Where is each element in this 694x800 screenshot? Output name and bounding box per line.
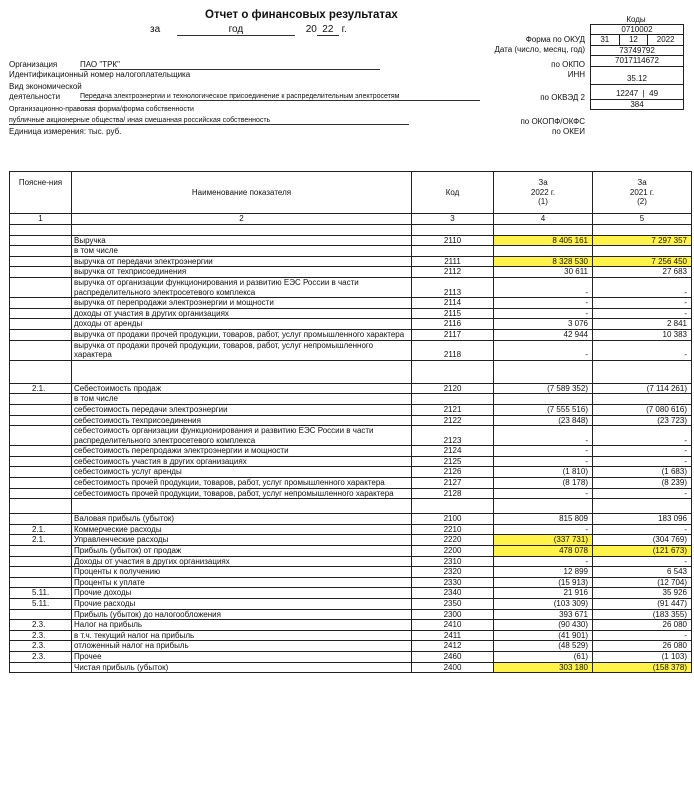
row-note: [10, 319, 72, 330]
table-row: [10, 620, 692, 631]
row-name: выручка от техприсоединения: [72, 267, 412, 278]
row-value-2022: (61): [494, 651, 593, 662]
row-name: отложенный налог на прибыль: [72, 641, 412, 652]
row-value-2021: 7 256 450: [593, 256, 692, 267]
row-value-2022: (15 913): [494, 577, 593, 588]
period-year: 22: [317, 24, 339, 36]
col-number: 2: [72, 214, 412, 225]
table-row: [10, 556, 692, 567]
legal-form-value: публичные акционерные общества/ иная смешанная российская собственность: [9, 117, 409, 125]
row-note: [10, 267, 72, 278]
row-value-2022: (90 430): [494, 620, 593, 631]
row-value-2021: -: [593, 308, 692, 319]
row-value-2022: 12 899: [494, 567, 593, 578]
row-value-2022: (48 529): [494, 641, 593, 652]
row-name: себестоимость прочей продукции, товаров, работ, услуг промышленного характера: [72, 478, 412, 489]
row-value-2022: (8 178): [494, 478, 593, 489]
row-value-2022: 42 944: [494, 329, 593, 340]
row-value-2022: (103 309): [494, 599, 593, 610]
row-code: 2113: [412, 277, 494, 297]
row-value-2022: 8 405 161: [494, 235, 593, 246]
row-name: себестоимость организации функционирования и развитию ЕЭС России в части распределительного электросетевого комплекса: [72, 426, 412, 446]
row-name: Коммерческие расходы: [72, 524, 412, 535]
row-note: [10, 415, 72, 426]
table-row: [10, 277, 692, 297]
row-name: Себестоимость продаж: [72, 383, 412, 394]
row-value-2022: -: [494, 340, 593, 360]
row-name: себестоимость перепродажи электроэнергии и мощности: [72, 446, 412, 457]
row-code: 2340: [412, 588, 494, 599]
date-value: 31 12 2022: [591, 35, 683, 45]
row-note: [10, 340, 72, 360]
table-row: [10, 514, 692, 525]
row-note: 5.11.: [10, 588, 72, 599]
row-value-2021: (1 103): [593, 651, 692, 662]
row-code: 2100: [412, 514, 494, 525]
row-code: 2116: [412, 319, 494, 330]
table-row: [10, 308, 692, 319]
row-value-2022: [494, 394, 593, 405]
row-name: доходы от аренды: [72, 319, 412, 330]
row-code: 2310: [412, 556, 494, 567]
row-value-2022: -: [494, 524, 593, 535]
row-note: [10, 556, 72, 567]
row-code: 2124: [412, 446, 494, 457]
codes-box: [590, 24, 684, 110]
row-code: 2411: [412, 630, 494, 641]
row-code: 2210: [412, 524, 494, 535]
spacer-row: [10, 499, 692, 514]
header-2022: За 2022 г. (1): [494, 172, 593, 214]
row-code: 2123: [412, 426, 494, 446]
okei-value: 384: [630, 99, 644, 109]
row-code: 2115: [412, 308, 494, 319]
row-name: выручка от продажи прочей продукции, товаров, работ, услуг промышленного характера: [72, 329, 412, 340]
row-code: [412, 394, 494, 405]
row-name: Чистая прибыль (убыток): [72, 662, 412, 673]
row-value-2021: -: [593, 488, 692, 499]
spacer-row: [10, 224, 692, 235]
row-name: Прочие расходы: [72, 599, 412, 610]
table-row: [10, 630, 692, 641]
row-name: в том числе: [72, 394, 412, 405]
okpo-label: по ОКПО: [551, 60, 585, 69]
row-code: 2125: [412, 456, 494, 467]
table-row: [10, 235, 692, 246]
table-row: [10, 577, 692, 588]
table-row: [10, 651, 692, 662]
row-name: Прибыль (убыток) от продаж: [72, 546, 412, 557]
row-note: [10, 478, 72, 489]
row-name: себестоимость прочей продукции, товаров, работ, услуг непромышленного характера: [72, 488, 412, 499]
row-value-2022: 30 611: [494, 267, 593, 278]
row-name: себестоимость участия в других организациях: [72, 456, 412, 467]
header-name: Наименование показателя: [72, 172, 412, 214]
row-value-2021: (121 673): [593, 546, 692, 557]
table-row: [10, 383, 692, 394]
okud-label: Форма по ОКУД: [525, 35, 585, 44]
row-note: [10, 277, 72, 297]
row-value-2022: -: [494, 556, 593, 567]
header-2021: За 2021 г. (2): [593, 172, 692, 214]
row-code: 2120: [412, 383, 494, 394]
row-name: себестоимость техприсоединения: [72, 415, 412, 426]
table-row: [10, 588, 692, 599]
row-name: Налог на прибыль: [72, 620, 412, 631]
row-name: Управленческие расходы: [72, 535, 412, 546]
row-value-2022: (7 589 352): [494, 383, 593, 394]
row-value-2021: -: [593, 630, 692, 641]
row-note: [10, 488, 72, 499]
row-name: себестоимость передачи электроэнергии: [72, 404, 412, 415]
row-note: [10, 577, 72, 588]
header-code: Код: [412, 172, 494, 214]
row-note: 2.1.: [10, 524, 72, 535]
col-number: 4: [494, 214, 593, 225]
row-note: [10, 467, 72, 478]
row-value-2021: -: [593, 524, 692, 535]
table-row: [10, 340, 692, 360]
table-row: [10, 394, 692, 405]
row-value-2021: 27 683: [593, 267, 692, 278]
row-code: 2127: [412, 478, 494, 489]
row-note: [10, 609, 72, 620]
row-value-2022: -: [494, 298, 593, 309]
row-value-2021: 183 096: [593, 514, 692, 525]
row-code: 2350: [412, 599, 494, 610]
row-name: выручка от перепродажи электроэнергии и мощности: [72, 298, 412, 309]
row-note: [10, 514, 72, 525]
okved-value: 35.12: [591, 67, 683, 85]
financial-results-table: [9, 171, 692, 673]
row-note: [10, 246, 72, 257]
row-value-2022: 3 076: [494, 319, 593, 330]
row-note: [10, 446, 72, 457]
unit-label: Единица измерения: тыс. руб.: [9, 127, 122, 136]
row-name: Проценты к уплате: [72, 577, 412, 588]
row-note: [10, 308, 72, 319]
row-note: 2.3.: [10, 620, 72, 631]
row-value-2021: (158 378): [593, 662, 692, 673]
row-name: Прочие доходы: [72, 588, 412, 599]
row-name: себестоимость услуг аренды: [72, 467, 412, 478]
row-value-2021: 35 926: [593, 588, 692, 599]
okud-value: 0710002: [591, 25, 683, 35]
row-code: 2110: [412, 235, 494, 246]
row-value-2021: (12 704): [593, 577, 692, 588]
okopf-value: 12247 | 49: [591, 85, 683, 100]
okei-label: по ОКЕИ: [552, 127, 585, 136]
row-code: 2111: [412, 256, 494, 267]
row-code: 2200: [412, 546, 494, 557]
date-label: Дата (число, месяц, год): [494, 45, 585, 54]
table-row: [10, 267, 692, 278]
row-name: Валовая прибыль (убыток): [72, 514, 412, 525]
row-code: 2320: [412, 567, 494, 578]
table-row: [10, 535, 692, 546]
inn-label: ИНН: [567, 70, 585, 79]
okved-label: по ОКВЭД 2: [540, 93, 585, 102]
report-title: Отчет о финансовых результатах: [205, 9, 398, 21]
row-note: 2.3.: [10, 641, 72, 652]
table-row: [10, 256, 692, 267]
row-name: Проценты к получению: [72, 567, 412, 578]
table-row: [10, 524, 692, 535]
table-row: [10, 546, 692, 557]
row-name: выручка от организации функционирования и развитию ЕЭС России в части распределительного электросетевого комплекса: [72, 277, 412, 297]
table-row: [10, 426, 692, 446]
activity-value: Передача электроэнергии и технологическое присоединение к распределительным электросетям: [80, 93, 480, 101]
org-label: Организация: [9, 60, 58, 69]
row-value-2021: 26 080: [593, 641, 692, 652]
table-row: [10, 456, 692, 467]
row-name: Доходы от участия в других организациях: [72, 556, 412, 567]
row-value-2021: (91 447): [593, 599, 692, 610]
row-value-2022: [494, 246, 593, 257]
row-value-2022: 478 078: [494, 546, 593, 557]
table-row: [10, 488, 692, 499]
row-note: [10, 329, 72, 340]
row-value-2021: [593, 246, 692, 257]
row-value-2021: (7 080 616): [593, 404, 692, 415]
row-code: 2118: [412, 340, 494, 360]
table-row: [10, 567, 692, 578]
row-value-2021: -: [593, 298, 692, 309]
row-value-2021: 10 383: [593, 329, 692, 340]
table-row: [10, 246, 692, 257]
row-note: 2.1.: [10, 383, 72, 394]
row-note: [10, 235, 72, 246]
table-row: [10, 319, 692, 330]
row-value-2021: 7 297 357: [593, 235, 692, 246]
row-value-2022: (23 848): [494, 415, 593, 426]
row-note: [10, 662, 72, 673]
row-note: [10, 256, 72, 267]
row-code: 2330: [412, 577, 494, 588]
row-value-2021: (7 114 261): [593, 383, 692, 394]
row-code: 2410: [412, 620, 494, 631]
col-number: 3: [412, 214, 494, 225]
activity-label-1: Вид экономической: [9, 82, 82, 91]
row-note: [10, 546, 72, 557]
row-value-2022: (337 731): [494, 535, 593, 546]
row-value-2022: (1 810): [494, 467, 593, 478]
row-value-2022: -: [494, 446, 593, 457]
col-number: 1: [10, 214, 72, 225]
row-value-2022: 21 916: [494, 588, 593, 599]
row-name: в том числе: [72, 246, 412, 257]
row-code: 2460: [412, 651, 494, 662]
row-name: доходы от участия в других организациях: [72, 308, 412, 319]
row-value-2021: 6 543: [593, 567, 692, 578]
row-value-2022: 303 180: [494, 662, 593, 673]
row-value-2021: -: [593, 277, 692, 297]
row-note: [10, 567, 72, 578]
row-value-2021: -: [593, 340, 692, 360]
row-value-2021: -: [593, 556, 692, 567]
row-value-2021: 26 080: [593, 620, 692, 631]
table-row: [10, 599, 692, 610]
row-value-2022: (7 555 516): [494, 404, 593, 415]
header-notes: Поясне-ния: [10, 172, 72, 214]
row-note: [10, 456, 72, 467]
row-value-2022: -: [494, 277, 593, 297]
legal-form-label: Организационно-правовая форма/форма собственности: [9, 106, 194, 113]
codes-label: Коды: [626, 15, 646, 24]
row-code: 2122: [412, 415, 494, 426]
row-code: 2300: [412, 609, 494, 620]
row-value-2021: (1 683): [593, 467, 692, 478]
row-value-2022: -: [494, 456, 593, 467]
row-value-2021: 2 841: [593, 319, 692, 330]
row-name: в т.ч. текущий налог на прибыль: [72, 630, 412, 641]
row-code: 2114: [412, 298, 494, 309]
table-row: [10, 662, 692, 673]
row-value-2021: (183 355): [593, 609, 692, 620]
row-code: 2117: [412, 329, 494, 340]
row-value-2022: -: [494, 308, 593, 319]
table-row: [10, 478, 692, 489]
row-value-2021: (304 769): [593, 535, 692, 546]
table-row: [10, 404, 692, 415]
table-row: [10, 298, 692, 309]
row-value-2021: -: [593, 456, 692, 467]
row-code: 2121: [412, 404, 494, 415]
row-note: 2.1.: [10, 535, 72, 546]
spacer-row: [10, 360, 692, 383]
row-value-2022: -: [494, 426, 593, 446]
table-row: [10, 609, 692, 620]
col-number: 5: [593, 214, 692, 225]
row-value-2021: [593, 394, 692, 405]
inn-value: 7017114672: [591, 56, 683, 66]
row-name: Прочее: [72, 651, 412, 662]
table-row: [10, 446, 692, 457]
row-value-2022: 8 328 530: [494, 256, 593, 267]
activity-label-2: деятельности: [9, 92, 61, 101]
row-code: 2126: [412, 467, 494, 478]
table-row: [10, 467, 692, 478]
row-note: [10, 426, 72, 446]
row-note: 2.3.: [10, 651, 72, 662]
row-note: [10, 298, 72, 309]
row-note: [10, 404, 72, 415]
period-word: год: [177, 24, 295, 36]
row-value-2021: (8 239): [593, 478, 692, 489]
table-row: [10, 329, 692, 340]
row-value-2022: -: [494, 488, 593, 499]
row-name: Выручка: [72, 235, 412, 246]
row-name: Прибыль (убыток) до налогообложения: [72, 609, 412, 620]
table-row: [10, 415, 692, 426]
row-name: выручка от продажи прочей продукции, товаров, работ, услуг непромышленного характера: [72, 340, 412, 360]
row-code: [412, 246, 494, 257]
row-code: 2412: [412, 641, 494, 652]
row-value-2022: 815 809: [494, 514, 593, 525]
row-code: 2112: [412, 267, 494, 278]
row-code: 2220: [412, 535, 494, 546]
org-value: ПАО "ТРК": [80, 60, 380, 70]
row-value-2021: -: [593, 426, 692, 446]
report-period: за год 20 22 г.: [150, 24, 347, 35]
row-note: 2.3.: [10, 630, 72, 641]
row-code: 2400: [412, 662, 494, 673]
inn-row-label: Идентификационный номер налогоплательщика: [9, 70, 191, 79]
row-code: 2128: [412, 488, 494, 499]
row-note: [10, 394, 72, 405]
row-note: 5.11.: [10, 599, 72, 610]
row-value-2021: (23 723): [593, 415, 692, 426]
row-name: выручка от передачи электроэнергии: [72, 256, 412, 267]
row-value-2022: 393 671: [494, 609, 593, 620]
row-value-2021: -: [593, 446, 692, 457]
okopf-label: по ОКОПФ/ОКФС: [520, 117, 585, 126]
row-value-2022: (41 901): [494, 630, 593, 641]
table-row: [10, 641, 692, 652]
okpo-value: 73749792: [591, 46, 683, 56]
